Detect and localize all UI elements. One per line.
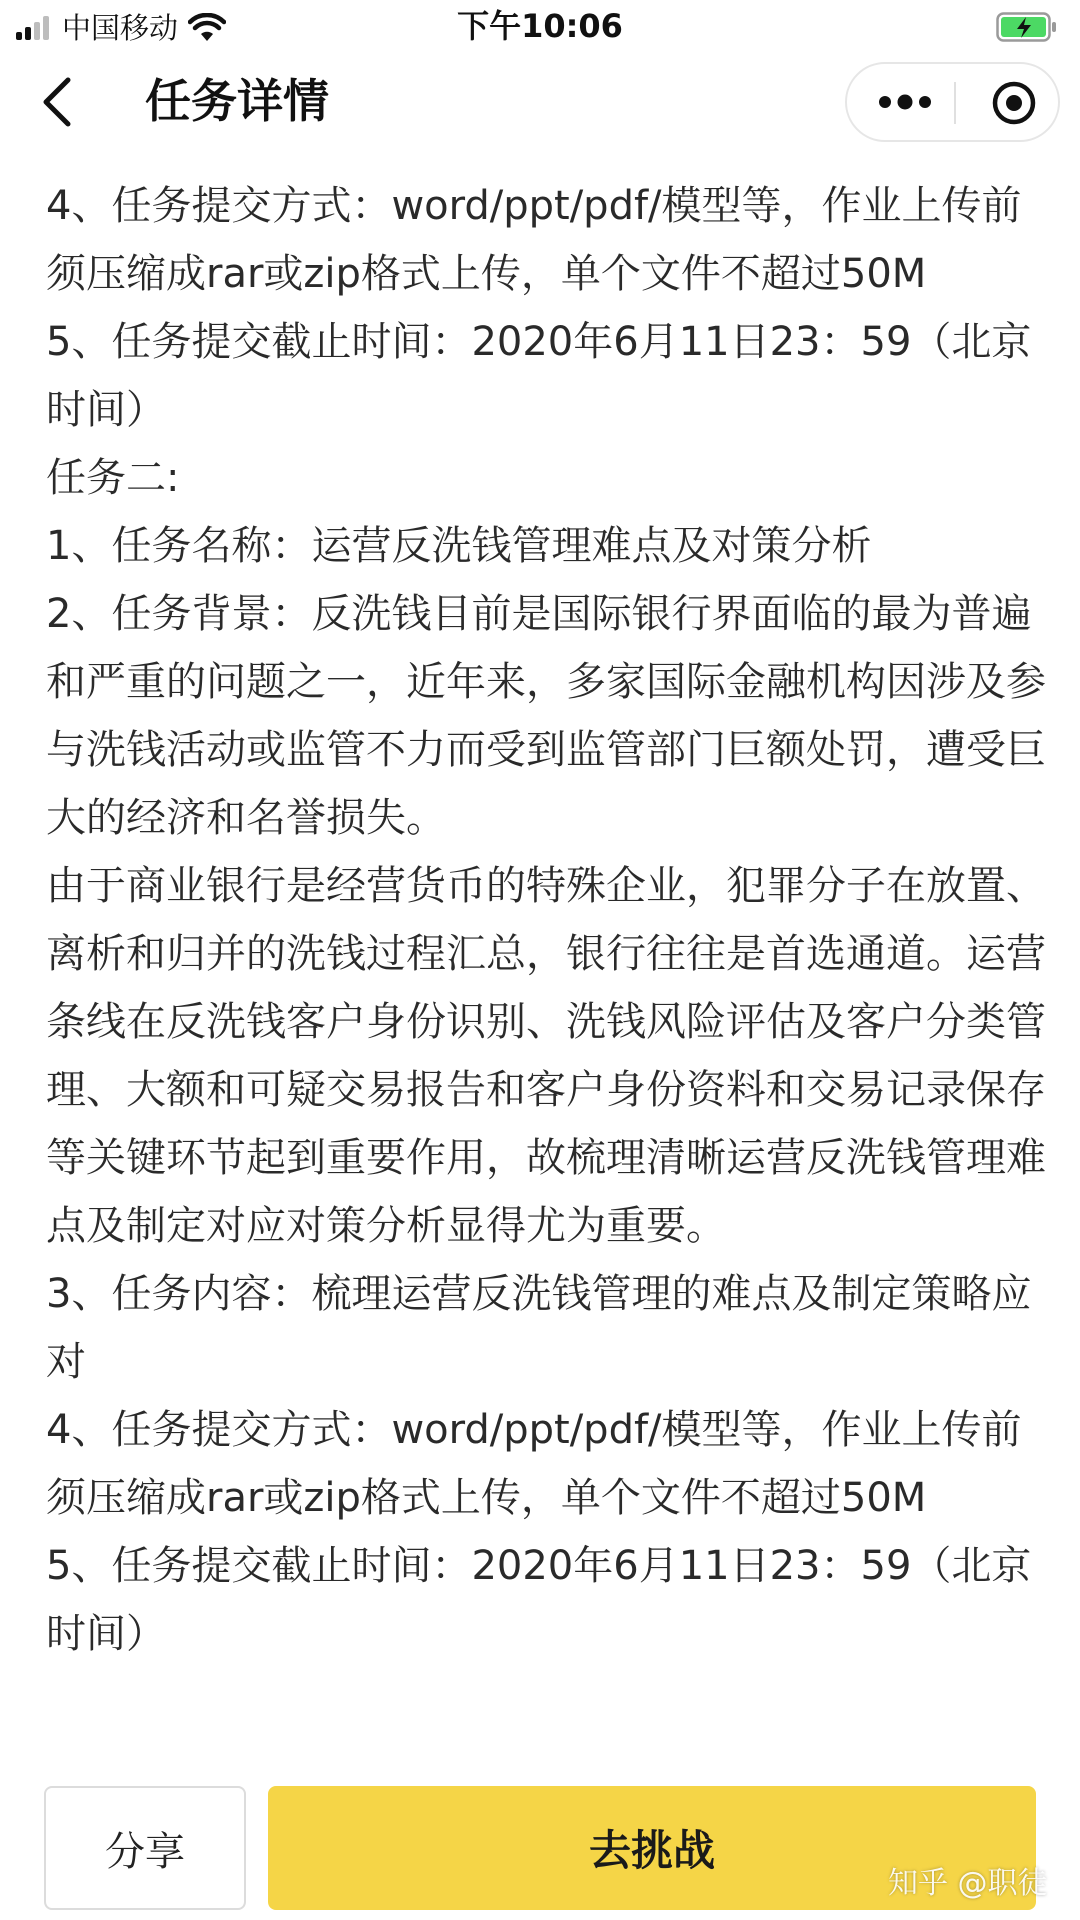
- close-target-icon[interactable]: [990, 79, 1038, 127]
- mini-program-capsule: [845, 62, 1060, 142]
- share-button[interactable]: 分享: [44, 1786, 246, 1910]
- status-bar: [0, 0, 1080, 52]
- capsule-divider: [954, 82, 956, 124]
- paragraph: 2、任务背景：反洗钱目前是国际银行界面临的最为普遍和严重的问题之一，近年来，多家国际金融机构因涉及参与洗钱活动或监管不力而受到监管部门巨额处罚，遭受巨大的经济和名誉损失。: [46, 591, 1046, 841]
- task-detail-content: [46, 172, 1046, 1668]
- paragraph: 1、任务名称：运营反洗钱管理难点及对策分析: [46, 523, 872, 569]
- paragraph: 4、任务提交方式：word/ppt/pdf/模型等，作业上传前须压缩成rar或zip格式上传，单个文件不超过50M: [46, 1407, 1022, 1521]
- more-dots-icon[interactable]: [877, 90, 933, 114]
- page-title: 任务详情: [145, 74, 329, 128]
- status-time: 下午10:06: [457, 7, 623, 45]
- back-arrow-icon[interactable]: [30, 74, 86, 130]
- watermark: 知乎 @职徒: [888, 1866, 1048, 1901]
- carrier-name: 中国移动: [62, 11, 179, 45]
- paragraph: 任务二:: [46, 455, 180, 501]
- challenge-button[interactable]: 去挑战: [268, 1786, 1036, 1910]
- paragraph: 3、任务内容：梳理运营反洗钱管理的难点及制定策略应对: [46, 1271, 1032, 1385]
- nav-bar: [0, 52, 1080, 152]
- paragraph: 4、任务提交方式：word/ppt/pdf/模型等，作业上传前须压缩成rar或zip格式上传，单个文件不超过50M: [46, 183, 1022, 297]
- battery-charging-icon: [996, 12, 1058, 42]
- paragraph: 由于商业银行是经营货币的特殊企业，犯罪分子在放置、离析和归并的洗钱过程汇总，银行往往是首选通道。运营条线在反洗钱客户身份识别、洗钱风险评估及客户分类管理、大额和可疑交易报告和客户身份资料和交易记录保存等关键环节起到重要作用，故梳理清晰运营反洗钱管理难点及制定对应对策分析显得尤为重要。: [46, 863, 1046, 1249]
- paragraph: 5、任务提交截止时间：2020年6月11日23：59（北京时间）: [46, 1543, 1032, 1657]
- paragraph: 5、任务提交截止时间：2020年6月11日23：59（北京时间）: [46, 319, 1032, 433]
